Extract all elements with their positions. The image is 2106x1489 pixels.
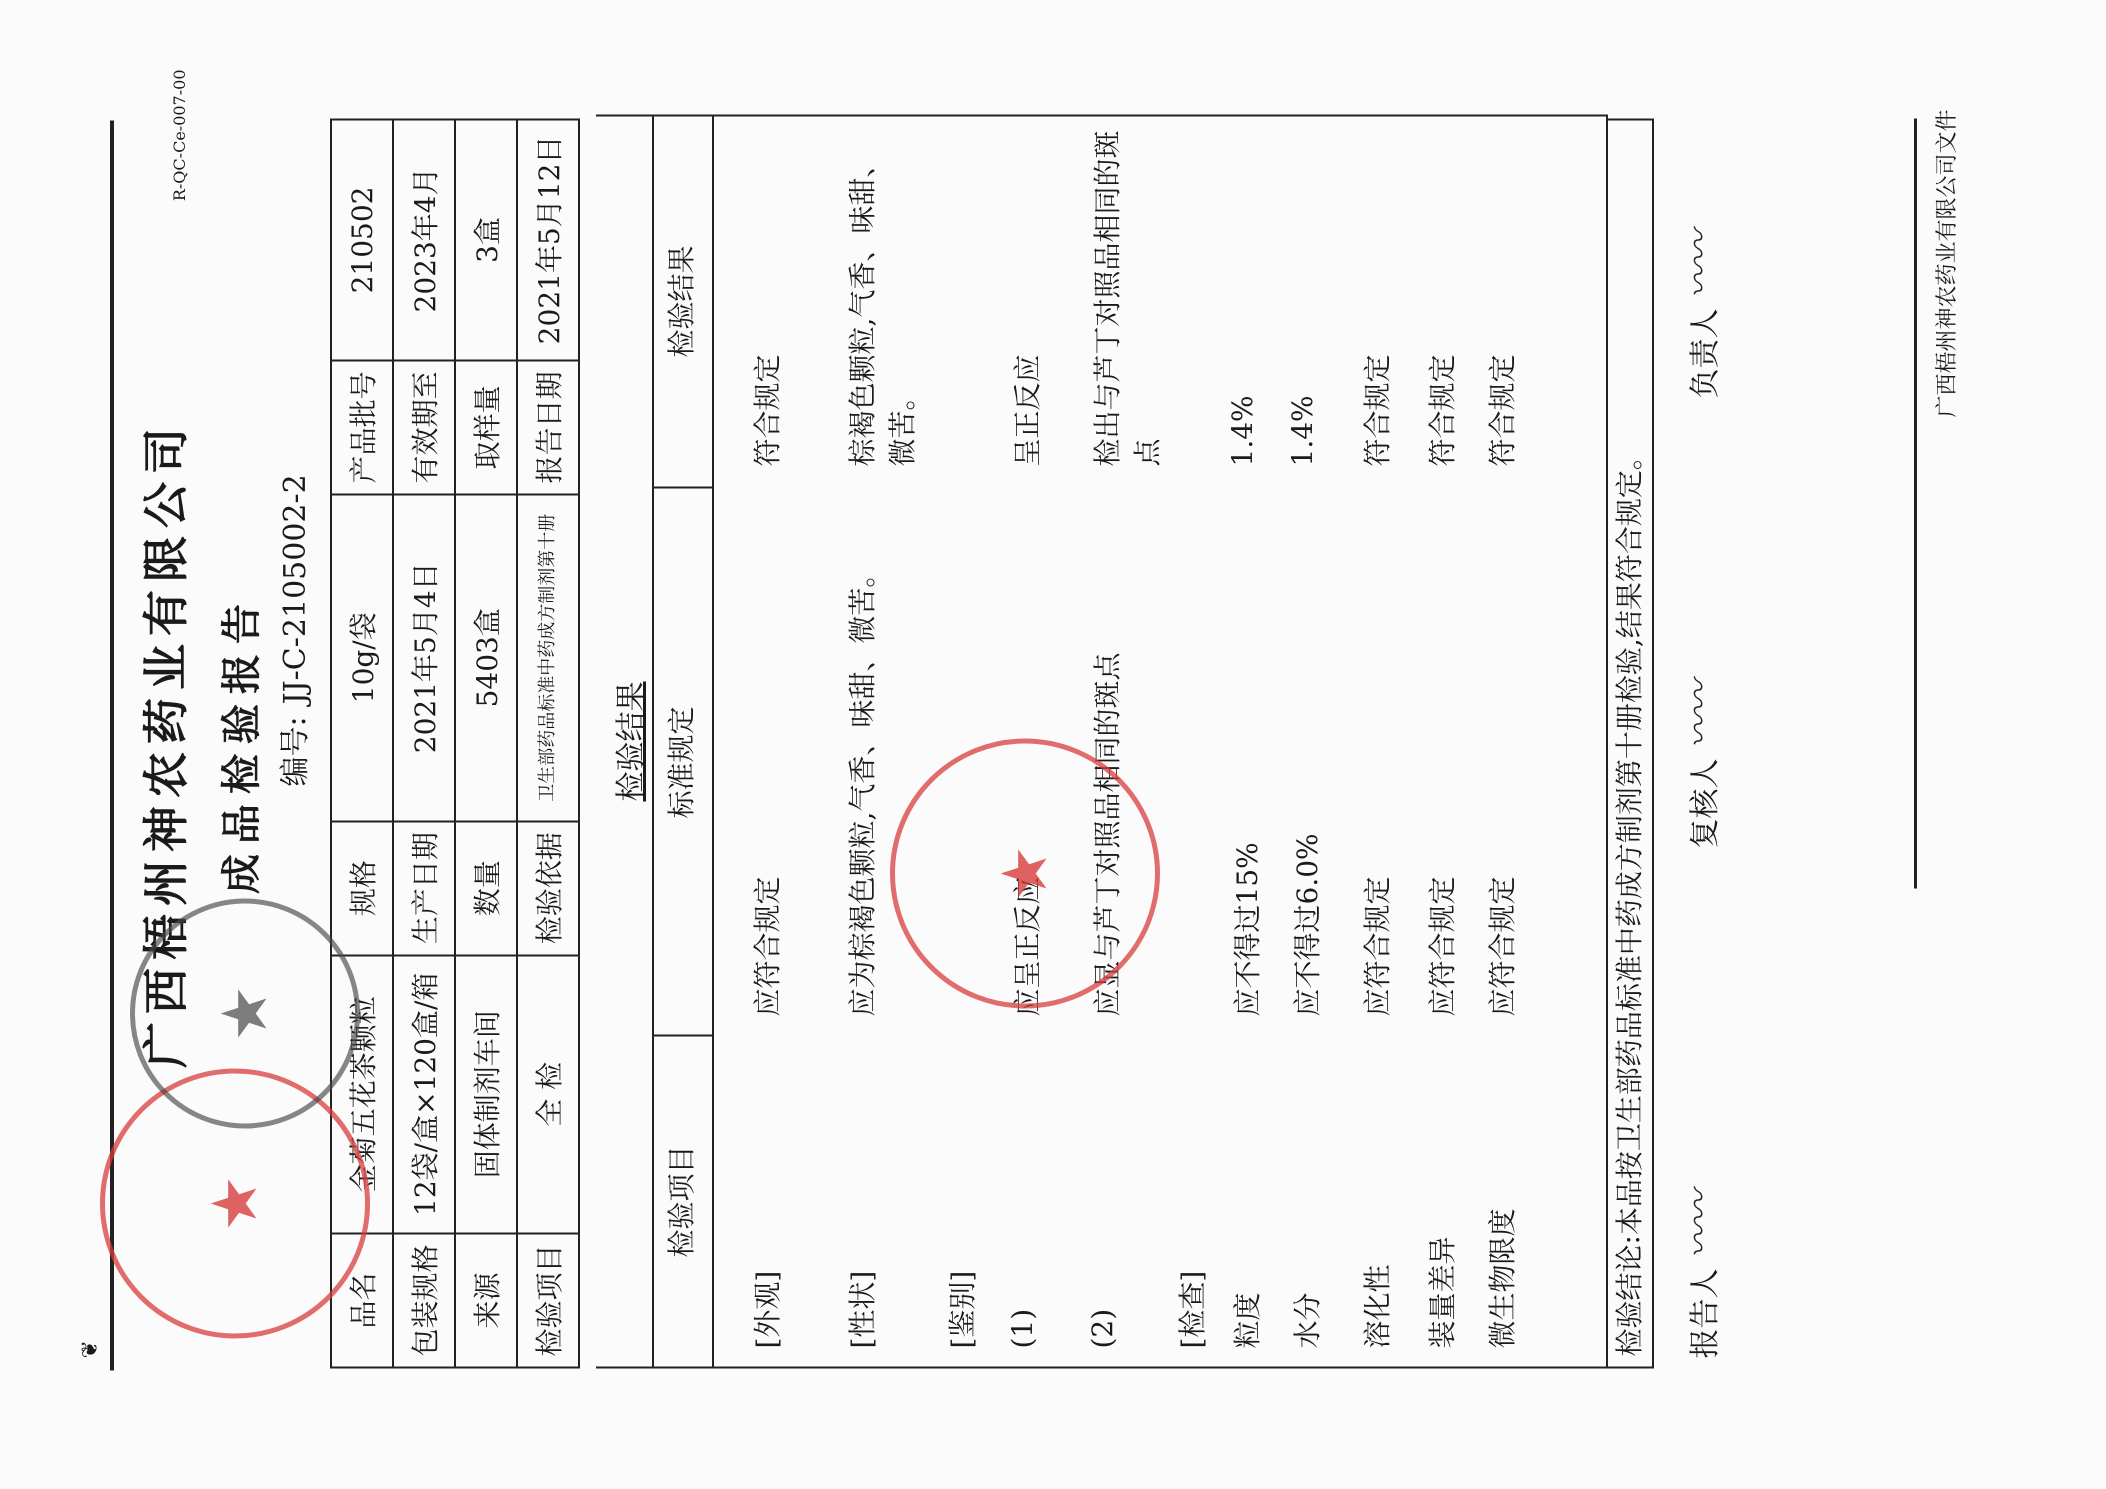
qty: 5403盒: [455, 494, 517, 821]
results-table: [596, 115, 1608, 1369]
serial-number: [270, 474, 314, 798]
table-row: [455, 120, 517, 1368]
footer-rule: [1914, 119, 1917, 889]
result-standard: 应符合规定: [1426, 876, 1459, 1017]
sample: 3盒: [455, 120, 517, 361]
product-name-label: 品名: [331, 1234, 393, 1368]
result-item: [鉴别]: [946, 1270, 979, 1349]
col-item-header: 检验项目: [652, 1035, 714, 1367]
expiry-label: 有效期至: [393, 360, 455, 494]
result-item: (2): [1086, 1308, 1119, 1349]
gray-stamp: [130, 899, 360, 1129]
items-label: 检验项目: [517, 1234, 579, 1368]
spec-label: 规格: [331, 821, 393, 955]
sample-label: 取样量: [455, 360, 517, 494]
result-standard: 应符合规定: [751, 876, 784, 1017]
basis: 卫生部药品标准中药成方制剂第十册: [517, 494, 579, 821]
table-row: [393, 120, 455, 1368]
company-stamp: [890, 739, 1160, 1009]
reporter-signature: [1680, 1269, 1724, 1359]
result-item: 微生物限度: [1486, 1208, 1519, 1349]
star-icon: ★: [212, 988, 278, 1039]
serial-value: JJ-C-2105002-2: [278, 474, 313, 705]
results-title: 检验结果: [614, 681, 649, 802]
reviewer-signature: [1680, 759, 1724, 849]
company-logo: ❦: [78, 1340, 103, 1359]
basis-label: 检验依据: [517, 821, 579, 955]
result-item: (1): [1006, 1308, 1039, 1349]
result-item: [性状]: [846, 1270, 879, 1349]
result-standard: 应符合规定: [1361, 876, 1394, 1017]
mfg-date-label: 生产日期: [393, 821, 455, 955]
product-name: 金菊五花茶颗粒: [331, 955, 393, 1233]
result-value: 符合规定: [1486, 354, 1519, 467]
qty-label: 数量: [455, 821, 517, 955]
result-value: 符合规定: [751, 354, 784, 467]
responsible-signature: [1680, 309, 1724, 399]
result-item: [外观]: [751, 1270, 784, 1349]
result-value: 1.4%: [1286, 395, 1319, 467]
reviewer-signature-mark: 〰〰: [1680, 680, 1720, 749]
col-result-header: 检验结果: [652, 117, 714, 487]
source: 固体制剂车间: [455, 955, 517, 1233]
serial-label: 编号:: [278, 716, 313, 787]
reviewer-label: 复核人: [1688, 758, 1723, 849]
result-standard: 应为棕褐色颗粒,气香、味甜、微苦。: [846, 559, 879, 1017]
result-value: 呈正反应: [1011, 354, 1044, 467]
result-value: 符合规定: [1426, 354, 1459, 467]
items: 全 检: [517, 955, 579, 1233]
pack: 12袋/盒×120盒/箱: [393, 955, 455, 1233]
result-item: [检查]: [1176, 1270, 1209, 1349]
star-icon: ★: [992, 848, 1058, 899]
result-value: 棕褐色颗粒,气香、味甜、微苦。: [846, 149, 919, 467]
result-item: 装量差异: [1426, 1236, 1459, 1349]
result-standard: 应显与芦丁对照品相同的斑点: [1091, 652, 1124, 1017]
result-value: 1.4%: [1226, 395, 1259, 467]
result-item: 粒度: [1231, 1292, 1264, 1349]
spec: 10g/袋: [331, 494, 393, 821]
result-standard: 应不得过6.0%: [1291, 833, 1324, 1017]
result-standard: 应呈正反应: [1011, 876, 1044, 1017]
batch-label: 产品批号: [331, 360, 393, 494]
footer-text: 广西梧州神农药业有限公司文件: [1935, 109, 1960, 418]
conclusion: 检验结论:本品按卫生部药品标准中药成方制剂第十册检验,结果符合规定。: [1606, 119, 1654, 1369]
pack-label: 包装规格: [393, 1234, 455, 1368]
mfg-date: 2021年5月4日: [393, 494, 455, 821]
result-standard: 应符合规定: [1486, 876, 1519, 1017]
col-standard-header: 标准规定: [652, 487, 714, 1037]
reporter-signature-mark: 〰〰: [1680, 1190, 1720, 1259]
results-header: [596, 117, 654, 1367]
responsible-label: 负责人: [1688, 308, 1723, 399]
result-standard: 应不得过15%: [1231, 842, 1264, 1017]
result-item: 溶化性: [1361, 1264, 1394, 1349]
result-value: 检出与芦丁对照品相同的斑点: [1091, 130, 1164, 467]
star-icon: ★: [202, 1178, 268, 1229]
reporter-label: 报告人: [1688, 1268, 1723, 1359]
form-code: R-QC-Ce-007-00: [170, 69, 189, 202]
report-date-label: 报告日期: [517, 360, 579, 494]
report-title: 成品检验报告: [218, 594, 265, 894]
table-row: [517, 120, 579, 1368]
company-name: 广西梧州神农药业有限公司: [139, 420, 193, 1068]
result-value: 符合规定: [1361, 354, 1394, 467]
result-item: 水分: [1291, 1292, 1324, 1349]
report-date: 2021年5月12日: [517, 120, 579, 361]
batch: 210502: [331, 120, 393, 361]
responsible-signature-mark: 〰〰: [1680, 230, 1720, 299]
source-label: 来源: [455, 1234, 517, 1368]
expiry: 2023年4月: [393, 120, 455, 361]
